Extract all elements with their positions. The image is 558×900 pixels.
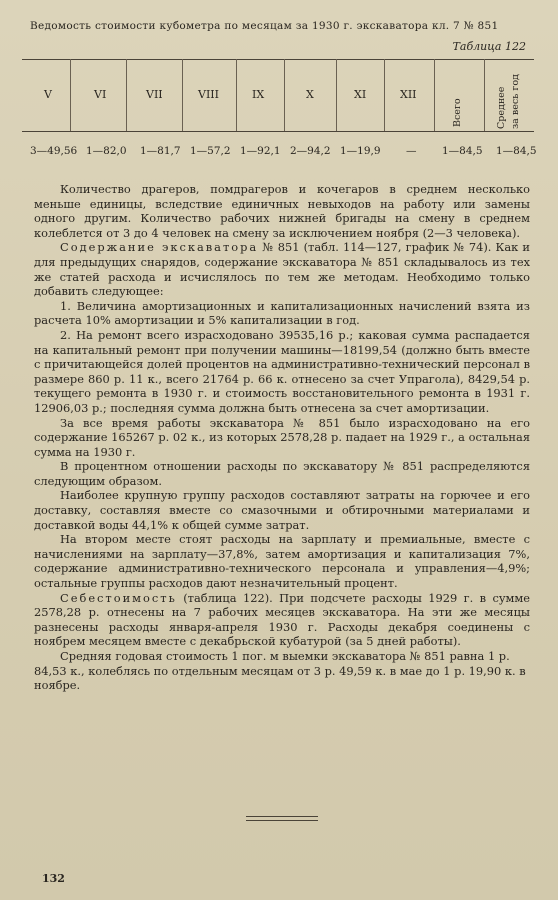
page-number: 132 xyxy=(42,872,65,885)
table-header-rule xyxy=(22,131,534,132)
col-sep xyxy=(70,59,71,131)
col-sep xyxy=(126,59,127,131)
header-month-12: XII xyxy=(400,88,417,101)
col-sep xyxy=(236,59,237,131)
value-total: 1—84,5 xyxy=(442,145,483,157)
value-month-6: 1—82,0 xyxy=(86,145,127,157)
col-sep xyxy=(336,59,337,131)
value-month-5: 3—49,56 xyxy=(30,145,78,157)
value-month-9: 1—92,1 xyxy=(240,145,281,157)
value-month-8: 1—57,2 xyxy=(190,145,231,157)
paragraph-repair: 2. На ремонт всего израсходовано 39535,16 р.; каковая сумма распадается на капитальный ремонт при получении машины—18199,54 (должно быть вместе с причитающейся долей процентов на административно-технический персонал в размере 860 р. 11 к., всего 21764 р. 66 к. отнесено за счет Упрагола), 8429,54 р. текущего ремонта в 1930 г. и стоимость восстановительного ремонта в 1931 г. 12906,03 р.; последняя сумма должна быть отнесена за счет амортизации. xyxy=(34,327,530,415)
body-text xyxy=(34,182,530,693)
col-sep xyxy=(182,59,183,131)
header-month-6: VI xyxy=(94,88,107,101)
header-month-10: X xyxy=(306,88,314,101)
col-sep xyxy=(434,59,435,131)
col-sep xyxy=(284,59,285,131)
section-heading-cost: Себестоимость xyxy=(60,590,177,605)
header-average-1: Среднее xyxy=(496,86,507,129)
col-sep xyxy=(384,59,385,131)
header-month-8: VIII xyxy=(198,88,219,101)
paragraph-amortization: 1. Величина амортизационных и капитализационных начислений взята из расчета 10% амортизации и 5% капитализации в год. xyxy=(34,298,530,328)
section-heading-maintenance: Содержание экскаватора xyxy=(60,240,259,255)
table-caption: Ведомость стоимости кубометра по месяцам за 1930 г. экскаватора кл. 7 № 851 xyxy=(30,20,499,32)
header-month-7: VII xyxy=(146,88,163,101)
paragraph-salary: На втором месте стоят расходы на зарплату и премиальные, вместе с начислениями на зарплату—37,8%, затем амортизация и капитализация 7%, содержание административно-технического персонала и управления—4,9%; остальные группы расходов дают незначительный процент. xyxy=(34,532,530,591)
paragraph-maintenance: Содержание экскаватора № 851 (табл. 114—127, график № 74). Как и для предыдущих снарядов, содержание экскаватора № 851 складывалось из тех же статей расхода и исчислялось по тем же методам. Необходимо только добавить следующее: xyxy=(34,240,531,299)
value-average: 1—84,5 xyxy=(496,145,537,157)
header-month-9: IX xyxy=(252,88,265,101)
value-month-11: 1—19,9 xyxy=(340,145,381,157)
value-month-7: 1—81,7 xyxy=(140,145,181,157)
header-average-2: за весь год xyxy=(510,74,521,129)
header-month-11: XI xyxy=(354,88,367,101)
table-top-rule xyxy=(22,59,534,60)
value-month-10: 2—94,2 xyxy=(290,145,331,157)
col-sep xyxy=(484,59,485,131)
header-month-5: V xyxy=(44,88,52,101)
paragraph-total-spent: За все время работы экскаватора № 851 было израсходовано на его содержание 165267 р. 02 к., из которых 2578,28 р. падает на 1929 г., а остальная сумма на 1930 г. xyxy=(34,415,530,459)
header-total: Всего xyxy=(452,98,463,127)
paragraph-percent: В процентном отношении расходы по экскаватору № 851 распределяются следующим образом. xyxy=(34,459,530,488)
paragraph-crew: Количество драгеров, помдрагеров и кочегаров в среднем несколько меньше единицы, вследствие единичных невыходов на работу или замены одного другим. Количество рабочих нижней бригады на смену в среднем колеблется от 3 до 4 человек на смену за исключением ноября (2—3 человека). xyxy=(34,182,530,240)
table-label: Таблица 122 xyxy=(452,40,526,53)
value-month-12: — xyxy=(406,145,417,157)
paragraph-cost: Себестоимость (таблица 122). При подсчете расходы 1929 г. в сумме 2578,28 р. отнесены на 7 рабочих месяцев экскаватора. На эти же месяцы разнесены расходы января-апреля 1930 г. Расходы декабря соединены с ноябрем месяцем вместе с декабрьской кубатурой (за 5 дней работы). xyxy=(34,590,530,649)
paragraph-average-cost: Средняя годовая стоимость 1 пог. м выемки экскаватора № 851 равна 1 р. 84,53 к., колеблясь по отдельным месяцам от 3 р. 49,59 к. в мае до 1 р. 19,90 к. в ноябре. xyxy=(34,649,526,693)
cost-table xyxy=(22,55,537,167)
paragraph-fuel: Наиболее крупную группу расходов составляют затраты на горючее и его доставку, составляя вместе со смазочными и обтирочными материалами и доставкой воды 44,1% к общей сумме затрат. xyxy=(34,488,530,532)
section-divider xyxy=(246,816,318,821)
